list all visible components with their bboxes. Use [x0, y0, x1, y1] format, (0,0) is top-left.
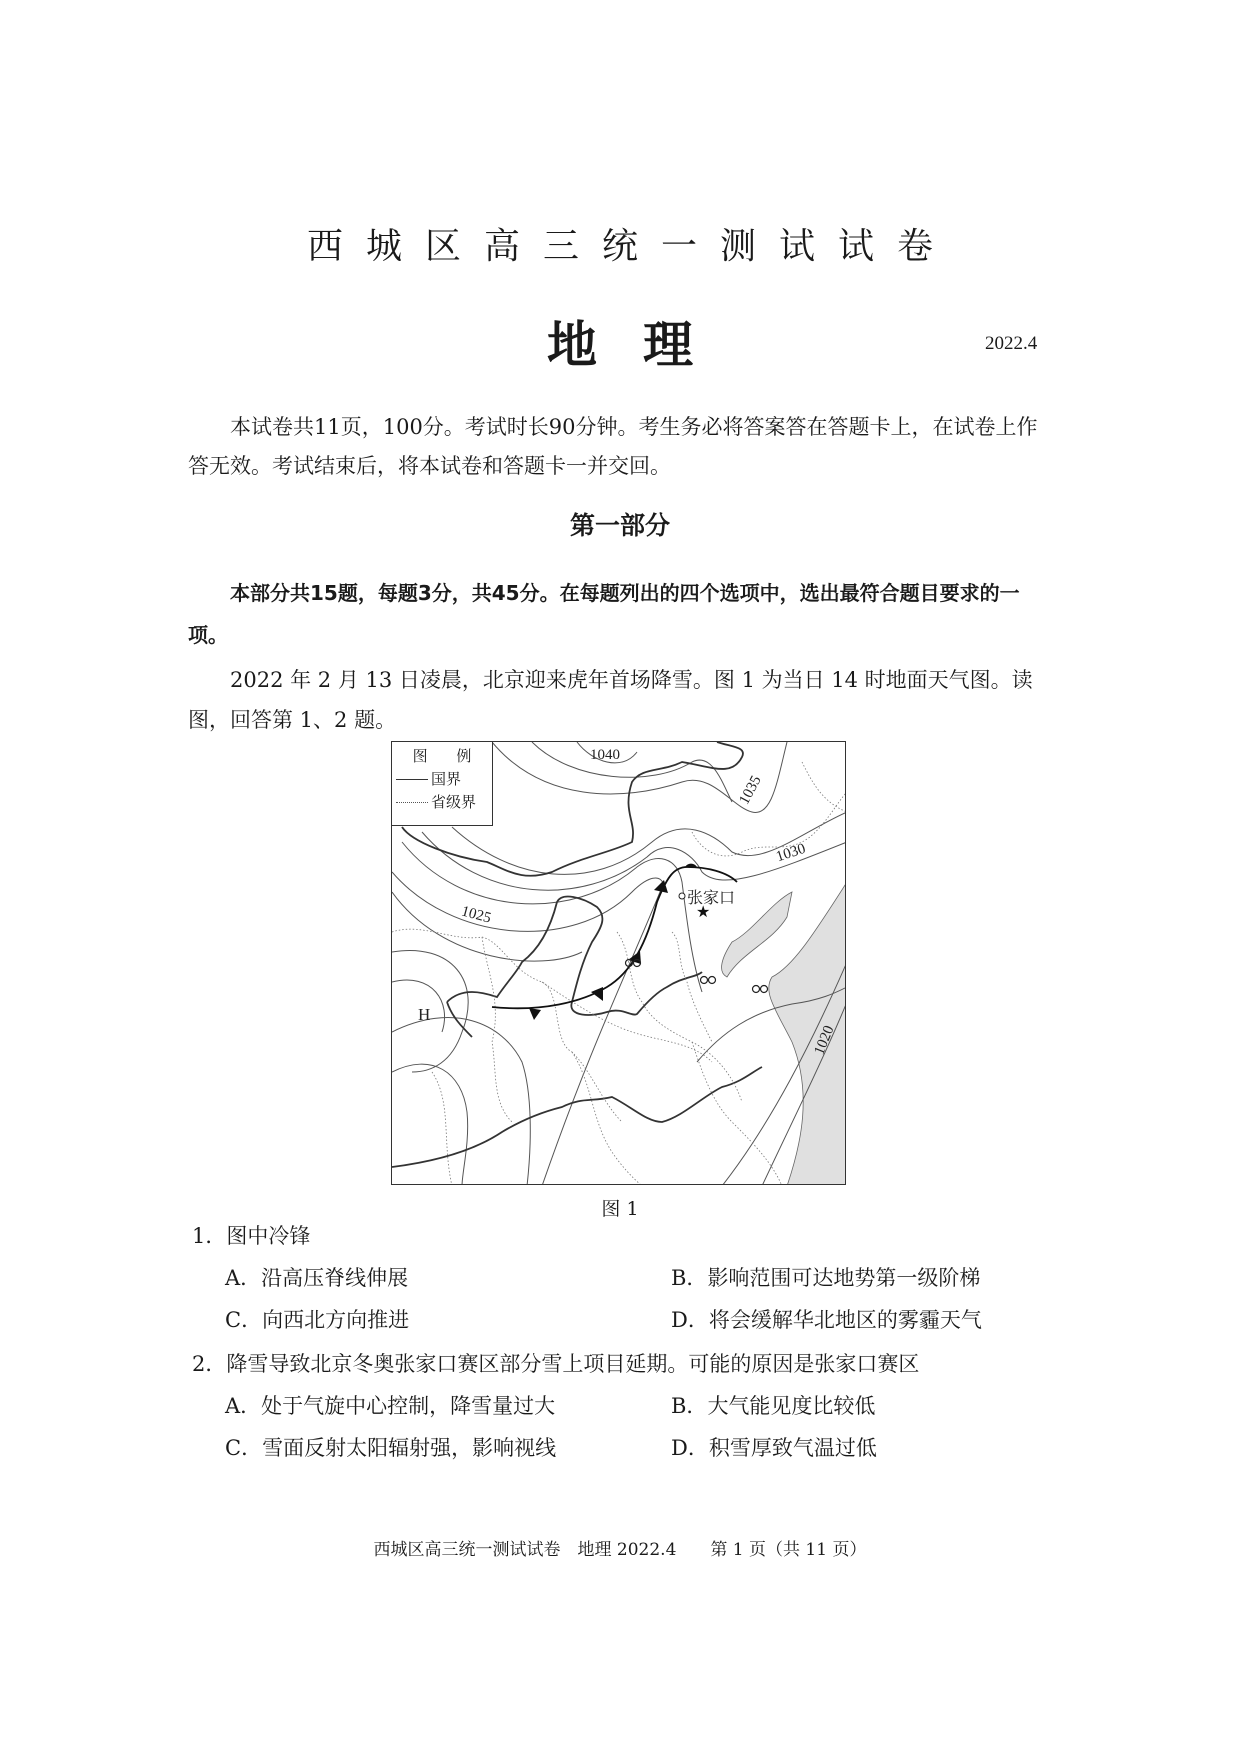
- isobar: [542, 887, 662, 1185]
- question-1-option-b[interactable]: [671, 1262, 980, 1292]
- legend-title: 图 例: [412, 747, 484, 765]
- option-key: D．: [671, 1436, 709, 1460]
- question-2-option-a[interactable]: [225, 1390, 555, 1420]
- isobar-label: 1030: [774, 840, 808, 866]
- option-text: 雪面反射太阳辐射强，影响视线: [262, 1436, 557, 1460]
- exam-title: 西城区高三统一测试试卷: [306, 226, 956, 267]
- question-stem: 图中冷锋: [226, 1224, 311, 1248]
- haze-symbols: [626, 960, 768, 993]
- question-context: 2022 年 2 月 13 日凌晨，北京迎来虎年首场降雪。图 1 为当日 14 时地面天气图。读图，回答第 1、2 题。: [188, 668, 1033, 732]
- footer-exam: 西城区高三统一测试试卷: [373, 1540, 561, 1560]
- isobar: [392, 1064, 468, 1185]
- option-key: A．: [225, 1266, 262, 1290]
- option-text: 大气能见度比较低: [707, 1394, 876, 1418]
- question-1-option-c[interactable]: [225, 1304, 409, 1334]
- warm-front-semicircle: [685, 864, 697, 867]
- option-text: 向西北方向推进: [262, 1308, 410, 1332]
- option-key: C．: [225, 1436, 263, 1460]
- isobar: [392, 1018, 530, 1185]
- provincial-border: [542, 982, 712, 1062]
- legend-item-national-border: [392, 768, 492, 791]
- star-icon: ★: [696, 902, 711, 921]
- high-pressure-label: H: [418, 1005, 431, 1024]
- option-key: B．: [671, 1266, 708, 1290]
- weather-map: [391, 741, 846, 1185]
- option-key: D．: [671, 1308, 709, 1332]
- page-footer: [0, 1535, 1240, 1560]
- city-marker-icon: [679, 893, 685, 899]
- city-label: 张家口: [687, 890, 736, 907]
- haze-icon: [753, 986, 768, 993]
- footer-page-number: 第 1 页（共 11 页）: [710, 1540, 867, 1560]
- question-2-option-c[interactable]: [225, 1432, 556, 1462]
- option-key: C．: [225, 1308, 263, 1332]
- option-text: 将会缓解华北地区的雾霾天气: [708, 1308, 982, 1332]
- provincial-border: [392, 929, 622, 1122]
- isobar: [392, 872, 664, 931]
- option-text: 沿高压脊线伸展: [261, 1266, 409, 1290]
- option-key: A．: [225, 1394, 262, 1418]
- footer-subject-date: 地理 2022.4: [577, 1540, 677, 1560]
- isobar-label: 1035: [736, 773, 765, 808]
- question-2-option-b[interactable]: [671, 1390, 875, 1420]
- section-instructions: 本部分共15题，每题3分，共45分。在每题列出的四个选项中，选出最符合题目要求的一项。: [188, 581, 1020, 647]
- question-1-option-d[interactable]: [671, 1304, 982, 1334]
- provincial-border: [692, 1042, 782, 1185]
- isobar-label: 1025: [459, 903, 493, 927]
- provincial-border: [482, 937, 512, 1122]
- map-legend: [392, 742, 493, 826]
- provincial-border: [802, 762, 846, 812]
- dotted-line-icon: [396, 802, 428, 803]
- legend-item-provincial-border: [392, 791, 492, 814]
- cold-front-triangle: [529, 1008, 541, 1020]
- question-stem: 降雪导致北京冬奥张家口赛区部分雪上项目延期。可能的原因是张家口赛区: [226, 1352, 920, 1376]
- provincial-border: [432, 1072, 452, 1185]
- legend-label: 省级界: [431, 793, 477, 811]
- legend-label: 国界: [431, 770, 462, 788]
- haze-icon: [701, 977, 716, 984]
- question-number: 2．: [192, 1352, 227, 1376]
- solid-line-icon: [396, 779, 428, 780]
- option-text: 积雪厚致气温过低: [708, 1436, 877, 1460]
- provincial-border: [572, 1052, 642, 1185]
- provincial-border: [672, 932, 712, 1042]
- question-1: [192, 1220, 310, 1250]
- question-1-option-a[interactable]: [225, 1262, 408, 1292]
- option-text: 处于气旋中心控制，降雪量过大: [261, 1394, 556, 1418]
- section-heading: 第一部分: [569, 511, 670, 540]
- option-key: B．: [671, 1394, 708, 1418]
- option-text: 影响范围可达地势第一级阶梯: [707, 1266, 981, 1290]
- question-number: 1．: [192, 1224, 227, 1248]
- isobar-label: 1040: [590, 747, 620, 763]
- exam-notice: 本试卷共11页，100分。考试时长90分钟。考生务必将答案答在答题卡上，在试卷上作答无效。考试结束后，将本试卷和答题卡一并交回。: [188, 415, 1038, 478]
- subject-title: 地理: [547, 316, 739, 374]
- figure-caption: 图 1: [601, 1198, 639, 1220]
- question-2: [192, 1348, 919, 1378]
- exam-date: 2022.4: [985, 333, 1038, 354]
- isobar-label: 1020: [811, 1023, 838, 1058]
- question-2-option-d[interactable]: [671, 1432, 877, 1462]
